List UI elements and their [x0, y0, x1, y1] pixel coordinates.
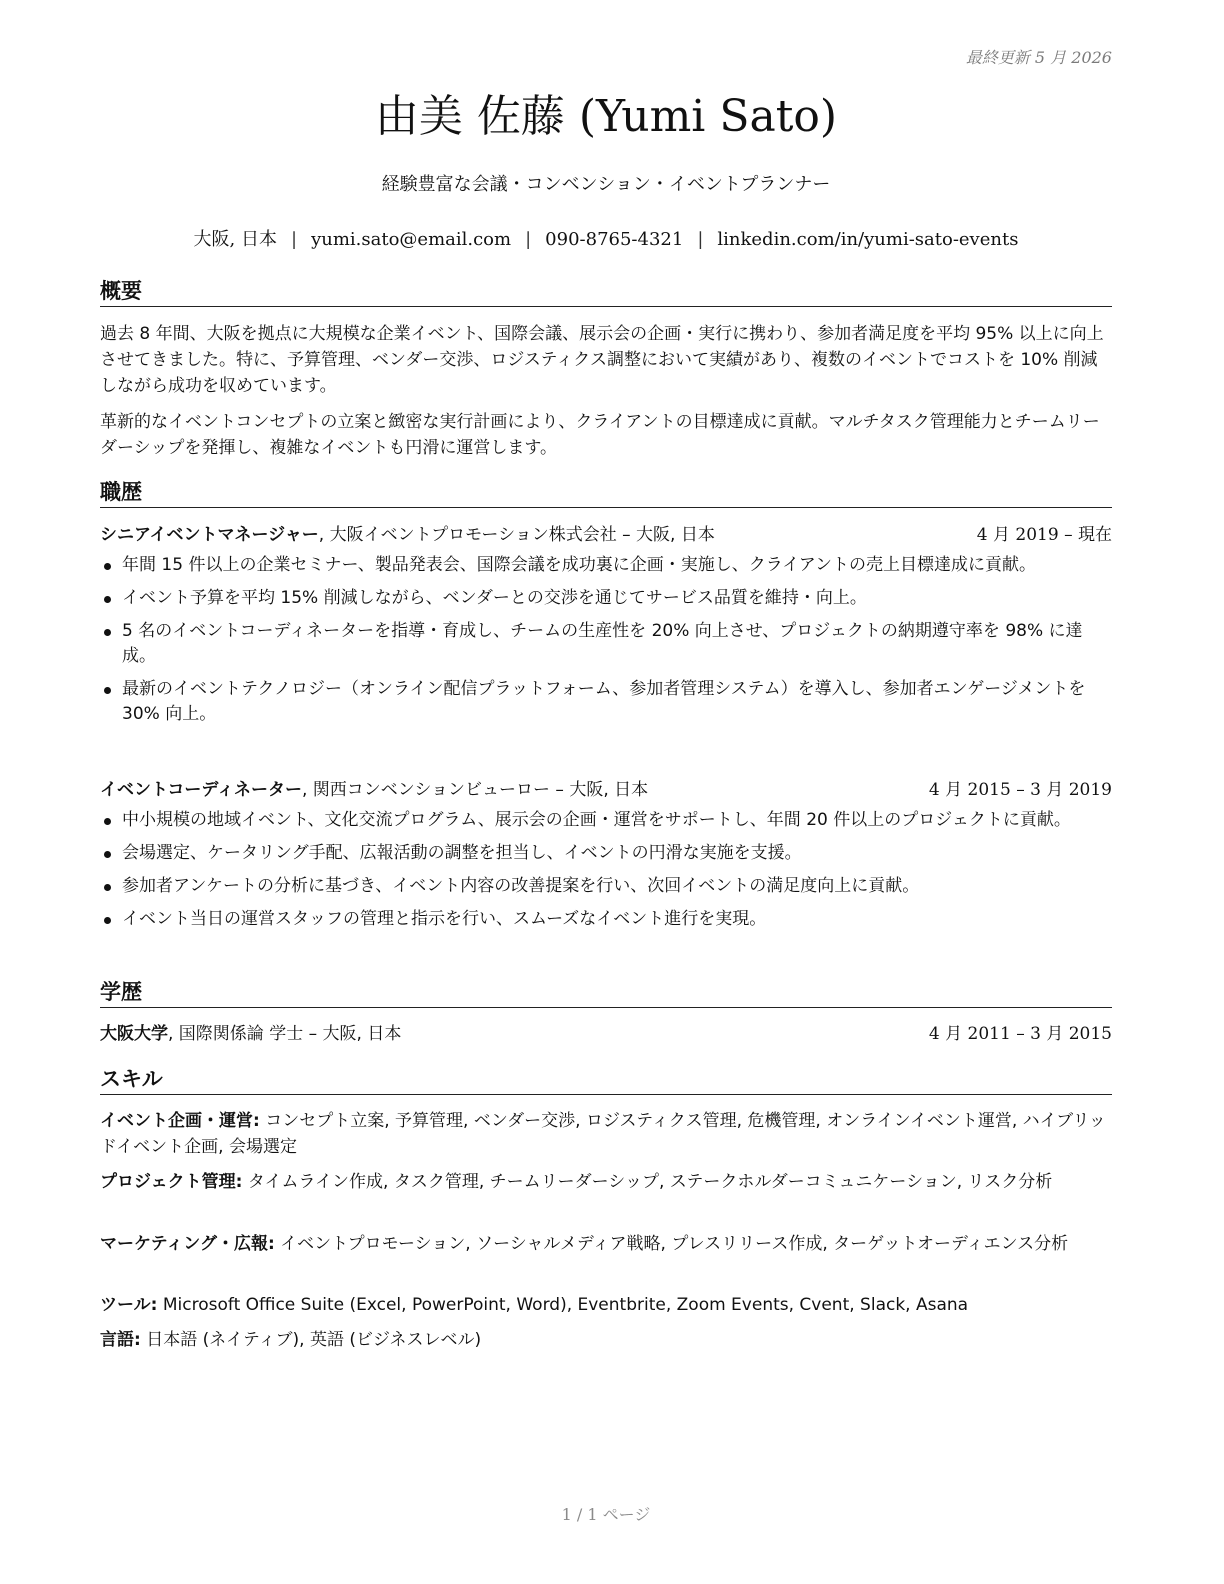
skill-row [100, 1169, 1112, 1195]
resume-page [100, 0, 1112, 1584]
section-title-education: 学歴 [100, 979, 1112, 1008]
section-title-experience: 職歴 [100, 479, 1112, 508]
contact-phone[interactable]: 090-8765-4321 [545, 229, 684, 250]
education-dates: 4 月 2011 – 3 月 2015 [928, 1024, 1112, 1044]
list-item: 参加者アンケートの分析に基づき、イベント内容の改善提案を行い、次回イベントの満足度向上に貢献。 [100, 874, 1112, 899]
candidate-tagline: 経験豊富な会議・コンベンション・イベントプランナー [381, 174, 831, 195]
list-item: 中小規模の地域イベント、文化交流プログラム、展示会の企画・運営をサポートし、年間 20 件以上のプロジェクトに貢献。 [100, 808, 1112, 833]
last-updated: 最終更新 5 月 2026 [965, 48, 1112, 67]
job-bullets [100, 808, 1112, 940]
job-bullets [100, 553, 1112, 735]
education-entry [100, 1021, 1112, 1047]
job-header [100, 777, 1112, 803]
contact-linkedin[interactable]: linkedin.com/in/yumi-sato-events [717, 229, 1019, 250]
list-item: イベント当日の運営スタッフの管理と指示を行い、スムーズなイベント進行を実現。 [100, 907, 1112, 932]
skill-label: 言語: [100, 1330, 141, 1350]
skill-value: コンセプト立案, 予算管理, ベンダー交渉, ロジスティクス管理, 危機管理, オンラインイベント運営, ハイブリッドイベント企画, 会場選定 [100, 1111, 1106, 1157]
skill-value: イベントプロモーション, ソーシャルメディア戦略, プレスリリース作成, ターゲットオーディエンス分析 [274, 1234, 1069, 1254]
skill-label: プロジェクト管理: [100, 1172, 243, 1192]
job-header [100, 522, 1112, 548]
skill-label: マーケティング・広報: [100, 1234, 275, 1254]
skill-row [100, 1231, 1112, 1257]
list-item: 年間 15 件以上の企業セミナー、製品発表会、国際会議を成功裏に企画・実施し、クライアントの売上目標達成に貢献。 [100, 553, 1112, 578]
list-item: イベント予算を平均 15% 削減しながら、ベンダーとの交渉を通じてサービス品質を維持・向上。 [100, 586, 1112, 611]
contact-separator: | [525, 229, 532, 250]
contact-line [100, 225, 1112, 251]
summary-paragraph: 革新的なイベントコンセプトの立案と緻密な実行計画により、クライアントの目標達成に貢献。マルチタスク管理能力とチームリーダーシップを発揮し、複雑なイベントも円滑に運営します。 [100, 412, 1100, 458]
contact-separator: | [697, 229, 704, 250]
skill-label: イベント企画・運営: [100, 1111, 260, 1131]
page-number: 1 / 1 ページ [561, 1505, 651, 1524]
skill-value: Microsoft Office Suite (Excel, PowerPoint, Word), Eventbrite, Zoom Events, Cvent, Slack, Asana [157, 1295, 969, 1315]
section-title-skills: スキル [100, 1066, 1112, 1095]
job-dates: 4 月 2015 – 3 月 2019 [928, 780, 1112, 800]
skill-value: タイムライン作成, タスク管理, チームリーダーシップ, ステークホルダーコミュニケーション, リスク分析 [242, 1172, 1053, 1192]
education-detail: , 国際関係論 学士 – 大阪, 日本 [168, 1024, 402, 1044]
job-role: シニアイベントマネージャー [100, 525, 319, 545]
candidate-name: 由美 佐藤 (Yumi Sato) [374, 91, 838, 142]
list-item: 最新のイベントテクノロジー（オンライン配信プラットフォーム、参加者管理システム）を導入し、参加者エンゲージメントを 30% 向上。 [100, 677, 1112, 727]
skill-row [100, 1108, 1112, 1160]
skill-label: ツール: [100, 1295, 158, 1315]
job-organization: , 関西コンベンションビューロー – 大阪, 日本 [301, 780, 649, 800]
contact-location: 大阪, 日本 [193, 229, 277, 250]
skill-value: 日本語 (ネイティブ), 英語 (ビジネスレベル) [140, 1330, 482, 1350]
contact-separator: | [290, 229, 298, 250]
list-item: 5 名のイベントコーディネーターを指導・育成し、チームの生産性を 20% 向上させ、プロジェクトの納期遵守率を 98% に達成。 [100, 619, 1112, 669]
section-title-summary: 概要 [100, 278, 1112, 307]
education-school: 大阪大学 [100, 1024, 168, 1044]
skill-row [100, 1327, 1112, 1353]
job-dates: 4 月 2019 – 現在 [976, 525, 1112, 545]
skill-row [100, 1292, 1112, 1318]
contact-email[interactable]: yumi.sato@email.com [311, 229, 512, 250]
job-organization: , 大阪イベントプロモーション株式会社 – 大阪, 日本 [318, 525, 715, 545]
job-role: イベントコーディネーター [100, 780, 302, 800]
summary-paragraph: 過去 8 年間、大阪を拠点に大規模な企業イベント、国際会議、展示会の企画・実行に携わり、参加者満足度を平均 95% 以上に向上させてきました。特に、予算管理、ベンダー交渉、ロジスティクス調整において実績があり、複数のイベントでコストを 10% 削減しながら成功を収めています。 [100, 324, 1104, 396]
list-item: 会場選定、ケータリング手配、広報活動の調整を担当し、イベントの円滑な実施を支援。 [100, 841, 1112, 866]
